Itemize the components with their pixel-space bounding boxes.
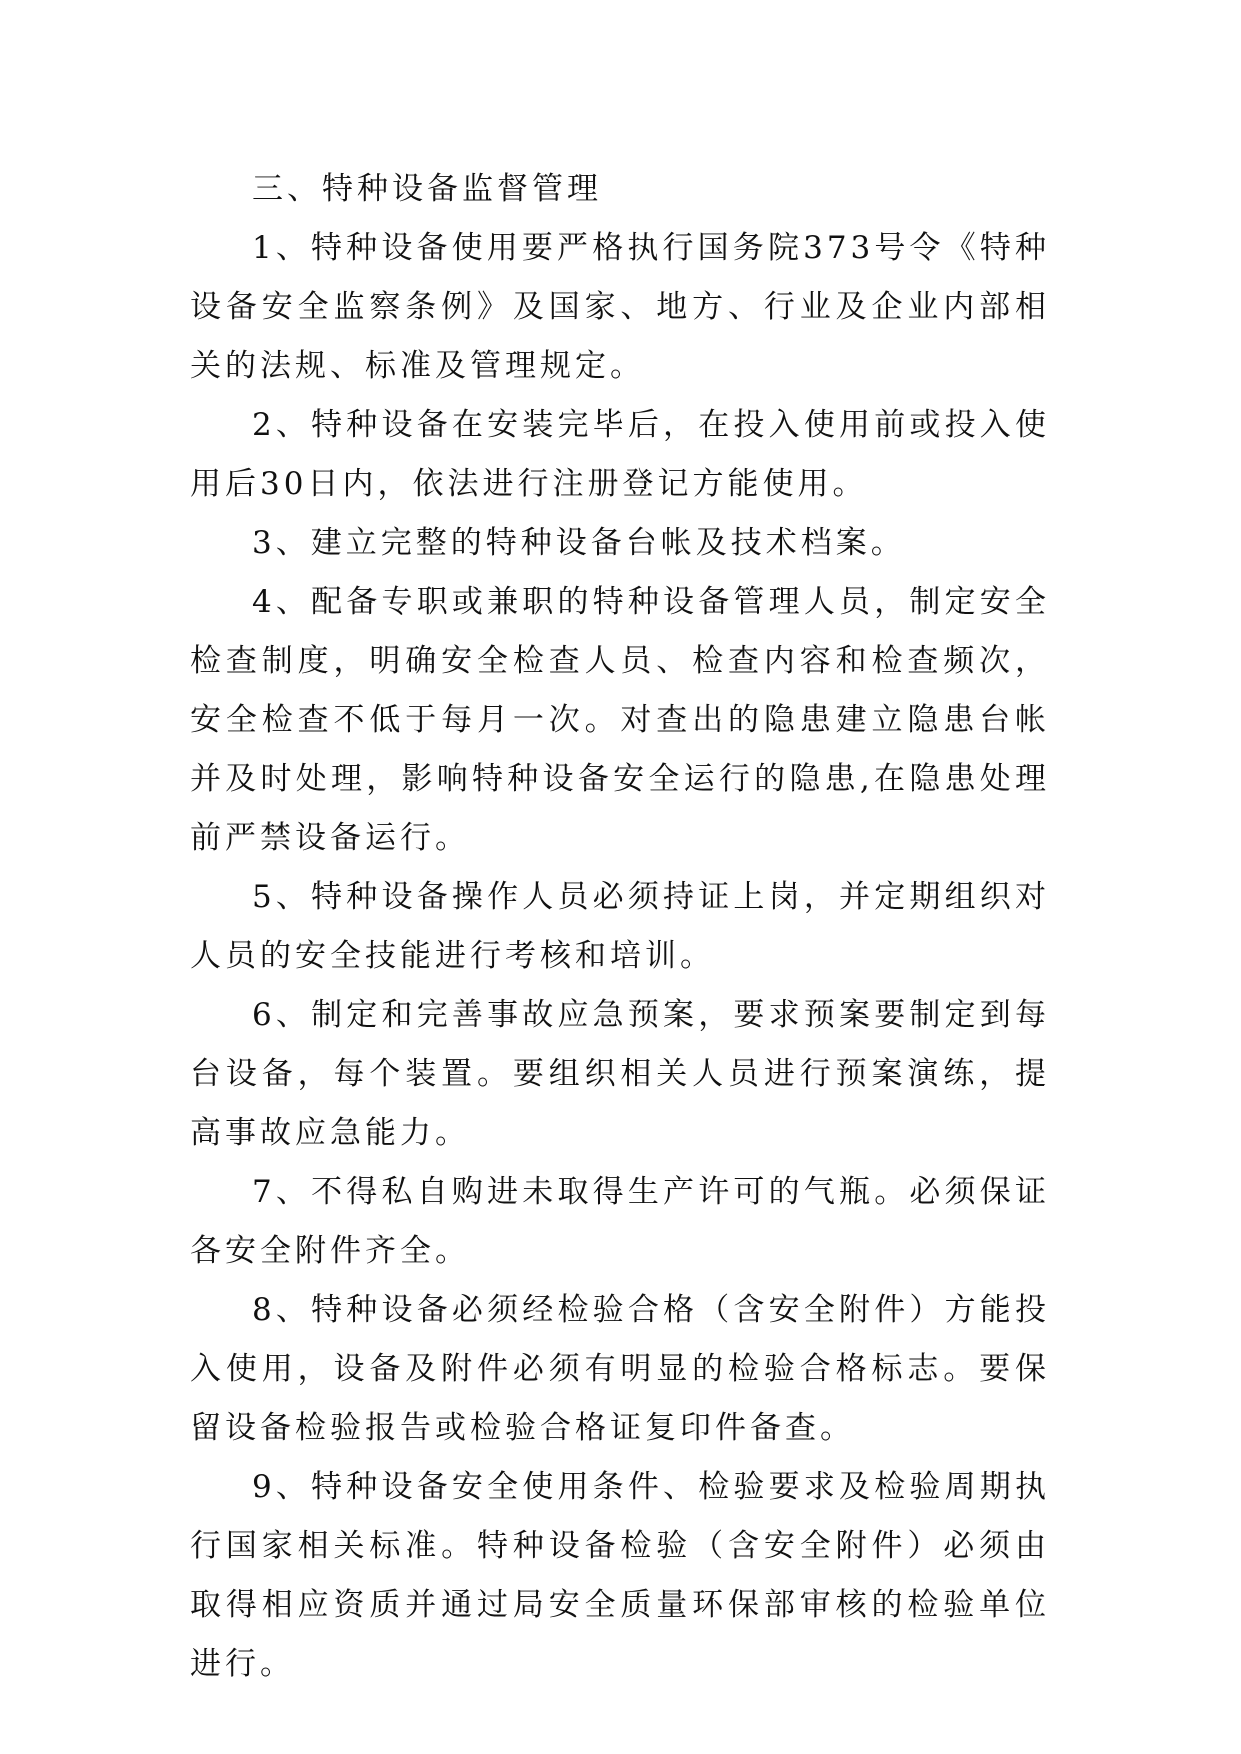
paragraph-1: 1、特种设备使用要严格执行国务院373号令《特种设备安全监察条例》及国家、地方、行业及企业内部相关的法规、标准及管理规定。 <box>190 230 1050 384</box>
paragraph-2: 2、特种设备在安装完毕后，在投入使用前或投入使用后30日内，依法进行注册登记方能使用。 <box>190 407 1050 502</box>
section-heading: 三、特种设备监督管理 <box>252 171 602 207</box>
paragraph-3: 3、建立完整的特种设备台帐及技术档案。 <box>252 525 906 561</box>
paragraph-7: 7、不得私自购进未取得生产许可的气瓶。必须保证各安全附件齐全。 <box>190 1174 1050 1269</box>
paragraph-6: 6、制定和完善事故应急预案，要求预案要制定到每台设备，每个装置。要组织相关人员进行预案演练，提高事故应急能力。 <box>190 997 1050 1151</box>
paragraph-4: 4、配备专职或兼职的特种设备管理人员，制定安全检查制度，明确安全检查人员、检查内容和检查频次，安全检查不低于每月一次。对查出的隐患建立隐患台帐并及时处理，影响特种设备安全运行的隐患,在隐患处理前严禁设备运行。 <box>190 584 1050 856</box>
paragraph-5: 5、特种设备操作人员必须持证上岗，并定期组织对人员的安全技能进行考核和培训。 <box>190 879 1050 974</box>
paragraph-9: 9、特种设备安全使用条件、检验要求及检验周期执行国家相关标准。特种设备检验（含安全附件）必须由取得相应资质并通过局安全质量环保部审核的检验单位进行。 <box>190 1469 1050 1682</box>
document-body <box>190 160 1050 1694</box>
paragraph-8: 8、特种设备必须经检验合格（含安全附件）方能投入使用，设备及附件必须有明显的检验合格标志。要保留设备检验报告或检验合格证复印件备查。 <box>190 1292 1050 1446</box>
